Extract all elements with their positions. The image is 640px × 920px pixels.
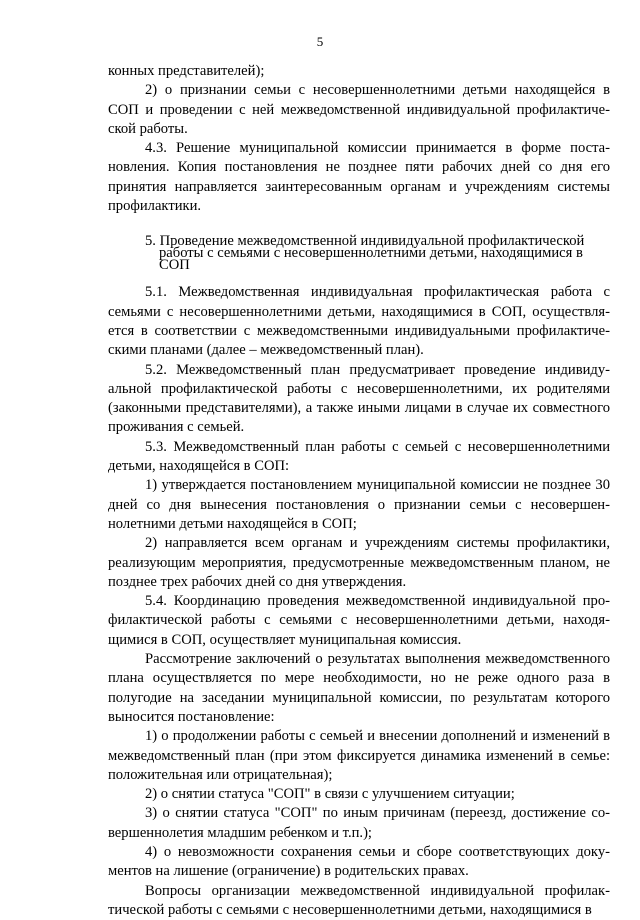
paragraph: 3) о снятии статуса "СОП" по иным причинам (переезд, достижение совершеннолетия младшим ребенком и т.п.); [108,805,610,841]
paragraph: 2) о признании семьи с несовершеннолетними детьми находящейся в СОП и проведении с ней межведомственной индивидуальной профилактической работы. [108,82,610,137]
paragraph: Рассмотрение заключений о результатах выполнения межведомственного плана осуществляется по мере необходимости, но не реже одного раза в полугодие на заседании муниципальной комиссии, по результатам которого выносится постановление: [108,651,610,725]
paragraph: 4) о невозможности сохранения семьи и сборе соответствующих документов на лишение (ограничение) в родительских правах. [108,843,610,880]
document-body [108,62,610,920]
section-heading-line: работы с семьями с несовершеннолетними детьми, находящимися в [159,245,583,262]
section-heading-line: 5. Проведение межведомственной индивидуальной профилактической [145,233,585,250]
page-number: 5 [316,34,324,49]
section-heading-line: СОП [159,257,190,274]
paragraph: 5.2. Межведомственный план предусматривает проведение индивидуальной профилактической работы с несовершеннолетними, их родителями (законными представителями), а также иными лицами в случае их совместного проживания с семьей. [108,361,610,436]
paragraph: 5.3. Межведомственный план работы с семьей с несовершеннолетними детьми, находящейся в СОП: [108,438,610,475]
paragraph: Вопросы организации межведомственной индивидуальной профилактической работы с семьями с несовершеннолетними детьми, находящимися в [108,882,610,918]
paragraph: 1) о продолжении работы с семьей и внесении дополнений и изменений в межведомственный план (при этом фиксируется динамика изменений в семье: положительная или отрицательная); [108,728,610,783]
paragraph: 1) утверждается постановлением муниципальной комиссии не позднее 30 дней со дня вынесения постановления о признании семьи с несовершеннолетними детьми находящейся в СОП; [108,477,610,532]
paragraph: 4.3. Решение муниципальной комиссии принимается в форме постановления. Копия постановления не позднее пяти рабочих дней со дня его принятия направляется заинтересованным органам и учреждениям системы профилактики. [108,140,610,215]
paragraph: 2) направляется всем органам и учреждениям системы профилактики, реализующим мероприятия, предусмотренные межведомственным планом, не позднее трех рабочих дней со дня утверждения. [108,535,610,590]
paragraph: 2) о снятии статуса "СОП" в связи с улучшением ситуации; [145,786,515,803]
section-heading [108,233,610,274]
paragraph: 5.1. Межведомственная индивидуальная профилактическая работа с семьями с несовершеннолетними детьми, находящимися в СОП, осуществляется в соответствии с межведомственными индивидуальными профилактическими планами (далее – межведомственный план). [108,284,610,359]
paragraph: 5.4. Координацию проведения межведомственной индивидуальной профилактической работы с семьями с несовершеннолетними детьми, находящимися в СОП, осуществляет муниципальная комиссия. [108,593,610,648]
paragraph: конных представителей); [108,63,265,79]
